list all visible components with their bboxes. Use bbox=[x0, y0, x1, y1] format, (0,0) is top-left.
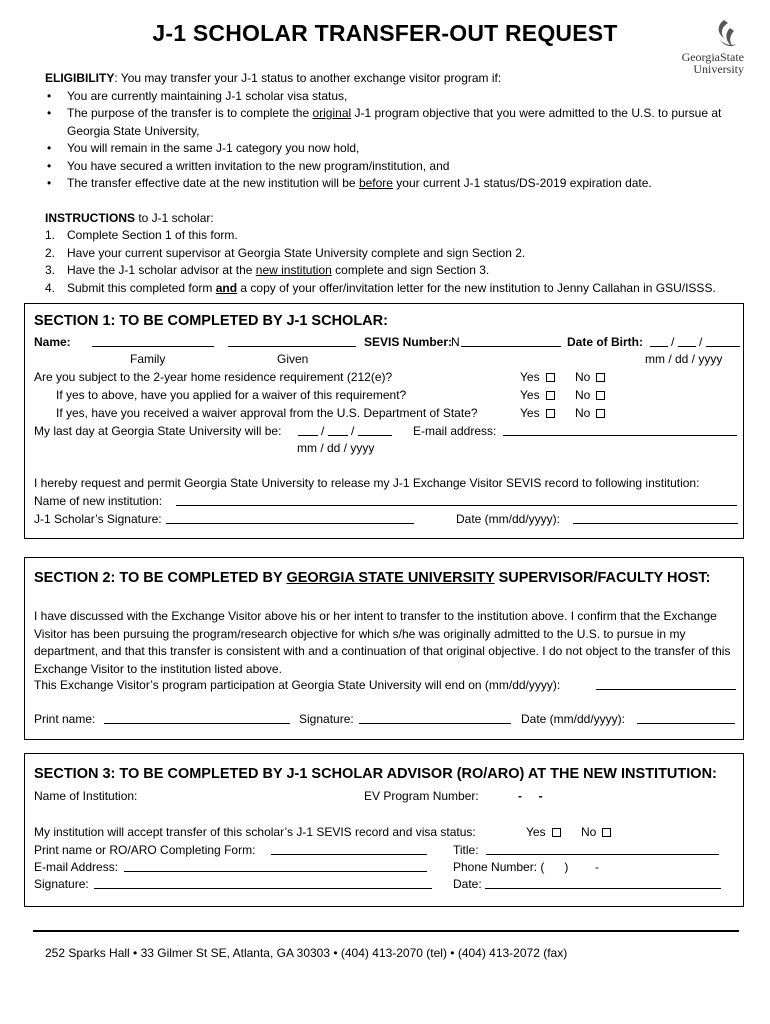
no-label: No bbox=[581, 825, 597, 839]
list-item bbox=[45, 227, 755, 245]
yes-label: Yes bbox=[526, 825, 546, 839]
q3-no-option[interactable] bbox=[575, 406, 605, 420]
no-label: No bbox=[575, 370, 591, 384]
scholar-signature-label: J-1 Scholar’s Signature: bbox=[34, 512, 162, 526]
end-date-label: This Exchange Visitor’s program participation at Georgia State University will end on (mm/dd/yyyy): bbox=[34, 678, 561, 692]
new-institution-field[interactable] bbox=[176, 494, 737, 506]
list-item: • You will remain in the same J-1 category you now hold, bbox=[45, 140, 755, 158]
email-field[interactable] bbox=[503, 424, 737, 436]
q2-yes-option[interactable] bbox=[520, 388, 555, 402]
dob-day-field[interactable] bbox=[678, 335, 696, 347]
logo-line1: GeorgiaState bbox=[681, 50, 744, 64]
supervisor-signature-label: Signature: bbox=[299, 712, 354, 726]
accept-yes-option[interactable] bbox=[526, 825, 561, 839]
heading-text: SUPERVISOR/FACULTY HOST: bbox=[494, 570, 711, 586]
supervisor-date-field[interactable] bbox=[637, 712, 735, 724]
step-text: Submit this completed form bbox=[67, 280, 216, 295]
step-text: Have your current supervisor at Georgia State University complete and sign Section 2. bbox=[67, 245, 526, 260]
new-institution-label: Name of new institution: bbox=[34, 494, 163, 508]
no-label: No bbox=[575, 388, 591, 402]
instructions-text: to J-1 scholar: bbox=[135, 210, 214, 225]
step-number: 4. bbox=[45, 280, 56, 295]
list-item-text: The purpose of the transfer is to complete the bbox=[67, 106, 313, 120]
ro-signature-label: Signature: bbox=[34, 877, 89, 891]
supervisor-date-label: Date (mm/dd/yyyy): bbox=[521, 712, 626, 726]
list-item bbox=[45, 105, 755, 140]
last-day-year-field[interactable] bbox=[358, 424, 392, 436]
ro-print-name-label: Print name or RO/ARO Completing Form: bbox=[34, 843, 256, 857]
supervisor-signature-field[interactable] bbox=[359, 712, 511, 724]
last-day-format-caption: mm / dd / yyyy bbox=[297, 441, 375, 455]
accept-transfer-label: My institution will accept transfer of this scholar’s J-1 SEVIS record and visa status: bbox=[34, 825, 476, 839]
list-item-emphasis: before bbox=[358, 176, 393, 190]
ro-date-label: Date: bbox=[453, 877, 482, 891]
q2-no-option[interactable] bbox=[575, 388, 605, 402]
supervisor-statement: I have discussed with the Exchange Visitor above his or her intent to transfer to the institution above. I confirm that the Exchange Visitor has been pursuing the program/research objective for which s/he was originally admitted to the U.S. to pursue in my department, and that this transfer is consistent with and a continuation of that original objective. I do not object to the transfer of this Exchange Visitor to the institution listed above. bbox=[34, 609, 731, 676]
date-separator: / bbox=[699, 335, 703, 349]
checkbox[interactable] bbox=[596, 391, 605, 400]
q3-yes-option[interactable] bbox=[520, 406, 555, 420]
university-logo bbox=[672, 18, 746, 78]
family-name-field[interactable] bbox=[92, 335, 214, 347]
checkbox[interactable] bbox=[546, 409, 555, 418]
supervisor-print-name-label: Print name: bbox=[34, 712, 96, 726]
step-number: 2. bbox=[45, 245, 56, 260]
eligibility-list bbox=[45, 88, 755, 193]
list-item bbox=[45, 245, 755, 263]
heading-text: SECTION 2: TO BE COMPLETED BY bbox=[34, 570, 287, 586]
checkbox[interactable] bbox=[546, 391, 555, 400]
list-item-emphasis: original bbox=[312, 106, 352, 120]
step-text: Have the J-1 scholar advisor at the bbox=[67, 263, 256, 277]
dob-month-field[interactable] bbox=[650, 335, 668, 347]
question-waiver-applied: If yes to above, have you applied for a waiver of this requirement? bbox=[56, 388, 407, 402]
dob-format-caption: mm / dd / yyyy bbox=[645, 352, 723, 366]
eligibility-line bbox=[45, 70, 755, 88]
scholar-date-field[interactable] bbox=[573, 512, 738, 524]
sevis-label: SEVIS Number: bbox=[364, 335, 453, 349]
list-item bbox=[45, 175, 755, 193]
no-label: No bbox=[575, 406, 591, 420]
scholar-date-label: Date (mm/dd/yyyy): bbox=[456, 512, 561, 526]
last-day-label: My last day at Georgia State University will be: bbox=[34, 424, 282, 438]
checkbox[interactable] bbox=[602, 828, 611, 837]
logo-line2: University bbox=[693, 62, 744, 76]
checkbox[interactable] bbox=[546, 373, 555, 382]
list-item bbox=[45, 262, 755, 280]
list-item: • You have secured a written invitation to the new program/institution, and bbox=[45, 158, 755, 176]
dob-year-field[interactable] bbox=[706, 335, 740, 347]
intro-block bbox=[45, 70, 755, 297]
step-text: a copy of your offer/invitation letter for the new institution to Jenny Callahan in GSU/ISSS. bbox=[237, 280, 716, 295]
last-day-month-field[interactable] bbox=[298, 424, 318, 436]
yes-label: Yes bbox=[520, 406, 540, 420]
family-caption: Family bbox=[130, 352, 166, 366]
instructions-list bbox=[45, 227, 755, 297]
ro-date-field[interactable] bbox=[485, 877, 721, 889]
ev-program-field[interactable]: - - bbox=[518, 789, 543, 803]
section-3-heading: SECTION 3: TO BE COMPLETED BY J-1 SCHOLAR ADVISOR (RO/ARO) AT THE NEW INSTITUTION: bbox=[34, 766, 717, 782]
page-title: J-1 SCHOLAR TRANSFER-OUT REQUEST bbox=[152, 20, 618, 46]
list-item: • You are currently maintaining J-1 scholar visa status, bbox=[45, 88, 755, 106]
list-item-text: your current J-1 status/DS-2019 expiration date. bbox=[392, 176, 652, 190]
date-separator: / bbox=[671, 335, 675, 349]
ev-program-label: EV Program Number: bbox=[364, 789, 479, 803]
checkbox[interactable] bbox=[596, 409, 605, 418]
given-caption: Given bbox=[277, 352, 309, 366]
question-212e: Are you subject to the 2-year home residence requirement (212(e)? bbox=[34, 370, 393, 384]
section-3 bbox=[24, 753, 744, 907]
yes-label: Yes bbox=[520, 370, 540, 384]
email-label: E-mail address: bbox=[413, 424, 497, 438]
date-separator: / bbox=[351, 424, 355, 438]
ro-title-field[interactable] bbox=[486, 843, 719, 855]
given-name-field[interactable] bbox=[228, 335, 356, 347]
step-number: 1. bbox=[45, 228, 56, 242]
step-text: complete and sign Section 3. bbox=[331, 263, 490, 277]
date-separator: / bbox=[321, 424, 325, 438]
list-item-text: The transfer effective date at the new institution will be bbox=[67, 176, 359, 190]
accept-no-option[interactable] bbox=[581, 825, 611, 839]
supervisor-print-name-field[interactable] bbox=[104, 712, 290, 724]
q1-no-option[interactable] bbox=[575, 370, 605, 384]
scholar-signature-field[interactable] bbox=[166, 512, 414, 524]
checkbox[interactable] bbox=[552, 828, 561, 837]
q1-yes-option[interactable] bbox=[520, 370, 555, 384]
ro-title-label: Title: bbox=[453, 843, 479, 857]
instructions-label: INSTRUCTIONS bbox=[45, 210, 135, 225]
end-date-field[interactable] bbox=[596, 678, 736, 690]
ro-email-label: E-mail Address: bbox=[34, 860, 119, 874]
section-1-heading: SECTION 1: TO BE COMPLETED BY J-1 SCHOLAR: bbox=[34, 313, 388, 329]
footer-divider bbox=[33, 930, 739, 932]
step-emphasis: new institution bbox=[255, 263, 332, 277]
ro-phone-field[interactable]: Phone Number: ( ) - bbox=[453, 860, 600, 874]
step-number: 3. bbox=[45, 263, 56, 277]
step-text: Complete Section 1 of this form. bbox=[67, 228, 238, 242]
dob-label: Date of Birth: bbox=[567, 335, 643, 349]
instructions-line bbox=[45, 210, 755, 228]
sevis-prefix: N bbox=[451, 335, 460, 349]
footer-address: 252 Sparks Hall • 33 Gilmer St SE, Atlanta, GA 30303 • (404) 413-2070 (tel) • (404) 413-2072 (fax) bbox=[45, 946, 568, 960]
section-2-heading bbox=[34, 570, 711, 586]
yes-label: Yes bbox=[520, 388, 540, 402]
checkbox[interactable] bbox=[596, 373, 605, 382]
step-emphasis: and bbox=[215, 280, 238, 295]
list-item bbox=[45, 280, 755, 298]
eligibility-label: ELIGIBILITY bbox=[45, 71, 115, 85]
ro-signature-field[interactable] bbox=[94, 877, 432, 889]
release-statement: I hereby request and permit Georgia State University to release my J-1 Exchange Visitor SEVIS record to following institution: bbox=[34, 476, 700, 490]
name-label: Name: bbox=[34, 335, 71, 349]
eligibility-text: : You may transfer your J-1 status to another exchange visitor program if: bbox=[114, 71, 502, 85]
question-waiver-approved: If yes, have you received a waiver approval from the U.S. Department of State? bbox=[56, 406, 478, 420]
last-day-day-field[interactable] bbox=[328, 424, 348, 436]
section-1 bbox=[24, 303, 744, 539]
institution-name-label: Name of Institution: bbox=[34, 789, 138, 803]
sevis-number-field[interactable] bbox=[461, 335, 561, 347]
ro-email-field[interactable] bbox=[124, 860, 427, 872]
ro-print-name-field[interactable] bbox=[271, 843, 427, 855]
flame-icon bbox=[672, 18, 746, 52]
section-2 bbox=[24, 557, 744, 740]
heading-emphasis: GEORGIA STATE UNIVERSITY bbox=[286, 570, 495, 586]
list-item-text: J-1 program objective that you were admitted to the U.S. to pursue at Georgia State University, bbox=[67, 106, 722, 138]
